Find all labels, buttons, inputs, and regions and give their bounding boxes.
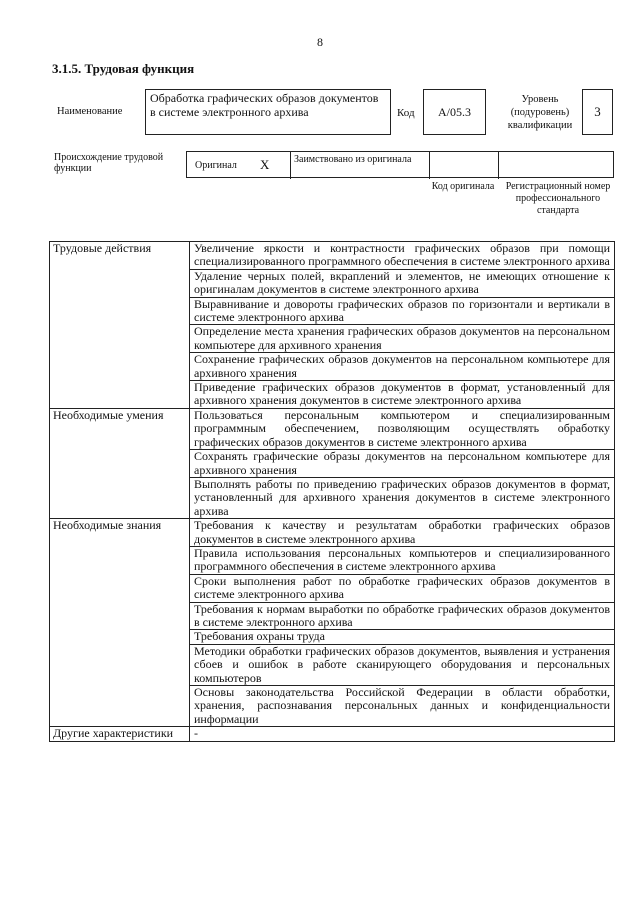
table-row xyxy=(50,408,615,449)
function-table xyxy=(49,241,615,742)
qualification-level-box xyxy=(582,89,613,135)
requirement-cell: Сохранение графических образов документов на персональном компьютере для архивного хранения xyxy=(190,353,615,381)
original-mark: X xyxy=(260,157,270,172)
table-row xyxy=(50,242,615,270)
origin-borrowed-cell xyxy=(290,152,429,179)
origin-original-cell xyxy=(187,152,290,179)
requirement-cell: Сроки выполнения работ по обработке графических образов документов в системе электронного архива xyxy=(190,574,615,602)
category-cell: Другие характеристики xyxy=(50,727,190,741)
requirement-cell: Требования к нормам выработки по обработке графических образов документов в системе электронного архива xyxy=(190,602,615,630)
page-number: 8 xyxy=(317,35,323,49)
requirement-cell: Пользоваться персональным компьютером и специализированным программным обеспечением, позволяющим осуществлять обработку графических образов документов в системе электронного архива xyxy=(190,408,615,449)
category-cell: Необходимые знания xyxy=(50,519,190,727)
requirement-cell: Приведение графических образов документов в формат, установленный для архивного хранения документов в системе электронного архива xyxy=(190,381,615,409)
qualification-level-value: 3 xyxy=(594,104,601,119)
code-label: Код xyxy=(397,107,415,119)
function-name-box xyxy=(145,89,391,135)
function-table-body xyxy=(50,242,615,742)
original-label: Оригинал xyxy=(195,160,237,171)
requirement-cell: - xyxy=(190,727,615,741)
code-value: А/05.3 xyxy=(438,104,471,119)
qualification-level-label: Уровень (подуровень) квалификации xyxy=(507,94,573,131)
requirement-cell: Выполнять работы по приведению графических образов документов в формат, установленный для архивного хранения документов в системе электронного архива xyxy=(190,477,615,518)
table-row xyxy=(50,519,615,547)
origin-table xyxy=(186,151,614,178)
requirement-cell: Требования охраны труда xyxy=(190,630,615,644)
requirement-cell: Определение места хранения графических образов документов на персональном компьютере для архивного хранения xyxy=(190,325,615,353)
function-name: Обработка графических образов документов в системе электронного архива xyxy=(150,91,379,119)
requirement-cell: Требования к качеству и результатам обработки графических образов документов в системе электронного архива xyxy=(190,519,615,547)
origin-reg-cell xyxy=(498,152,615,179)
requirement-cell: Удаление черных полей, вкраплений и элементов, не имеющих отношение к оригиналам документов в системе электронного архива xyxy=(190,269,615,297)
category-cell: Трудовые действия xyxy=(50,242,190,409)
table-row xyxy=(50,727,615,741)
origin-label: Происхождение трудовой функции xyxy=(54,152,164,174)
registration-number-caption: Регистрационный номер профессионального стандарта xyxy=(505,181,611,216)
requirement-cell: Правила использования персональных компьютеров и специализированного программного обеспечения в системе электронного архива xyxy=(190,546,615,574)
origin-code-cell xyxy=(429,152,498,179)
section-title: 3.1.5. Трудовая функция xyxy=(52,61,195,76)
code-original-caption: Код оригинала xyxy=(431,181,495,192)
requirement-cell: Выравнивание и довороты графических образов по горизонтали и вертикали в системе электронного архива xyxy=(190,297,615,325)
name-label: Наименование xyxy=(57,106,123,117)
requirement-cell: Основы законодательства Российской Федерации в области обработки, хранения, распознавания персональных данных и конфиденциальности информации xyxy=(190,686,615,727)
requirement-cell: Сохранять графические образы документов на персональном компьютере для архивного хранения xyxy=(190,450,615,478)
requirement-cell: Увеличение яркости и контрастности графических образов при помощи специализированного программного обеспечения в системе электронного архива xyxy=(190,242,615,270)
borrowed-label: Заимствовано из оригинала xyxy=(294,154,412,165)
category-cell: Необходимые умения xyxy=(50,408,190,518)
code-box xyxy=(423,89,486,135)
requirement-cell: Методики обработки графических образов документов, выявления и устранения сбоев и ошибок в работе сканирующего оборудования и персональных компьютеров xyxy=(190,644,615,685)
